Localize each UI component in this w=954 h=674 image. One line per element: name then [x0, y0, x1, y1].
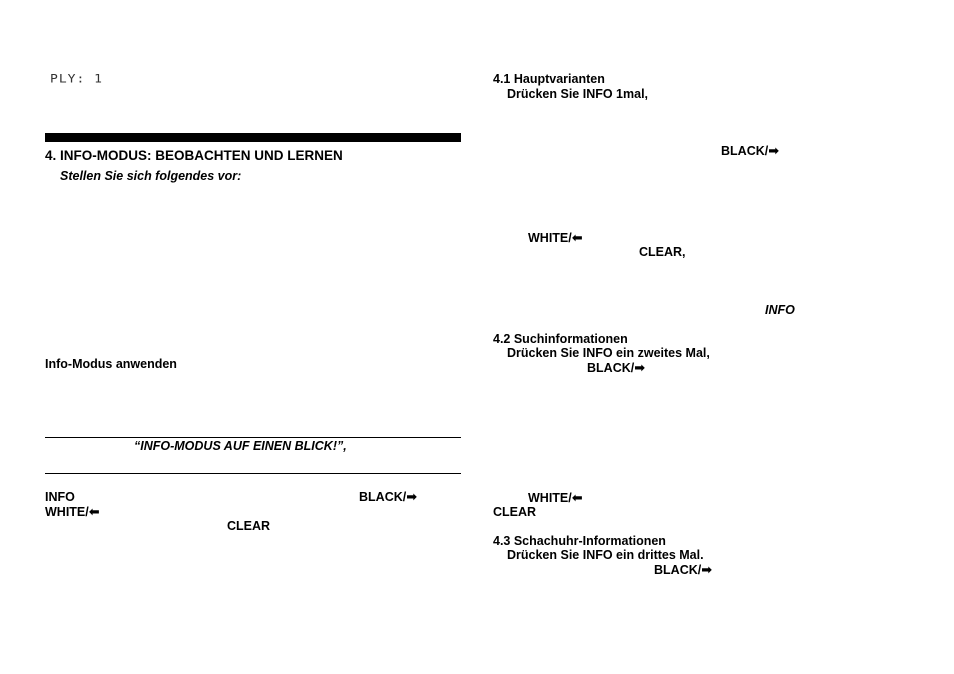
- left-arrow-icon: ⬅: [88, 505, 100, 520]
- section-4-2-title: 4.2 Suchinformationen: [493, 332, 628, 346]
- left-arrow-icon: ⬅: [571, 231, 583, 246]
- section-bar: [45, 133, 461, 142]
- quick-reference-text: “INFO-MODUS AUF EINEN BLICK!”,: [134, 439, 347, 453]
- white-key-label: WHITE/⬅: [45, 505, 100, 520]
- right-arrow-icon: ➡: [634, 361, 646, 376]
- section-4-2-white-key: WHITE/⬅: [528, 491, 583, 506]
- section-4-3-black-key: BLACK/➡: [654, 563, 713, 578]
- section-4-2-press: Drücken Sie INFO ein zweites Mal,: [507, 346, 710, 360]
- section-4-1-clear-key: CLEAR,: [639, 245, 686, 259]
- subheading-info-modus: Info-Modus anwenden: [45, 357, 177, 371]
- section-heading: 4. INFO-MODUS: BEOBACHTEN UND LERNEN: [45, 148, 343, 163]
- right-arrow-icon: ➡: [406, 490, 418, 505]
- lcd-display-text: PLY: 1: [50, 73, 103, 86]
- right-arrow-icon: ➡: [768, 144, 780, 159]
- section-4-1-white-key: WHITE/⬅: [528, 231, 583, 246]
- section-4-1-info-key: INFO: [765, 303, 795, 317]
- info-key-label: INFO: [45, 490, 75, 504]
- right-arrow-icon: ➡: [701, 563, 713, 578]
- section-4-2-clear-key: CLEAR: [493, 505, 537, 519]
- black-key-label: BLACK/➡: [359, 490, 418, 505]
- section-4-3-press: Drücken Sie INFO ein drittes Mal.: [507, 548, 704, 562]
- divider-top: [45, 437, 461, 438]
- section-4-1-press: Drücken Sie INFO 1mal,: [507, 87, 649, 101]
- intro-text: Stellen Sie sich folgendes vor:: [60, 169, 242, 183]
- section-4-1-black-key: BLACK/➡: [721, 144, 780, 159]
- section-4-2-black-key: BLACK/➡: [587, 361, 646, 376]
- left-arrow-icon: ⬅: [571, 491, 583, 506]
- section-4-1-title: 4.1 Hauptvarianten: [493, 72, 605, 86]
- divider-bottom: [45, 473, 461, 474]
- section-4-3-title: 4.3 Schachuhr-Informationen: [493, 534, 666, 548]
- clear-key-label: CLEAR: [227, 519, 271, 533]
